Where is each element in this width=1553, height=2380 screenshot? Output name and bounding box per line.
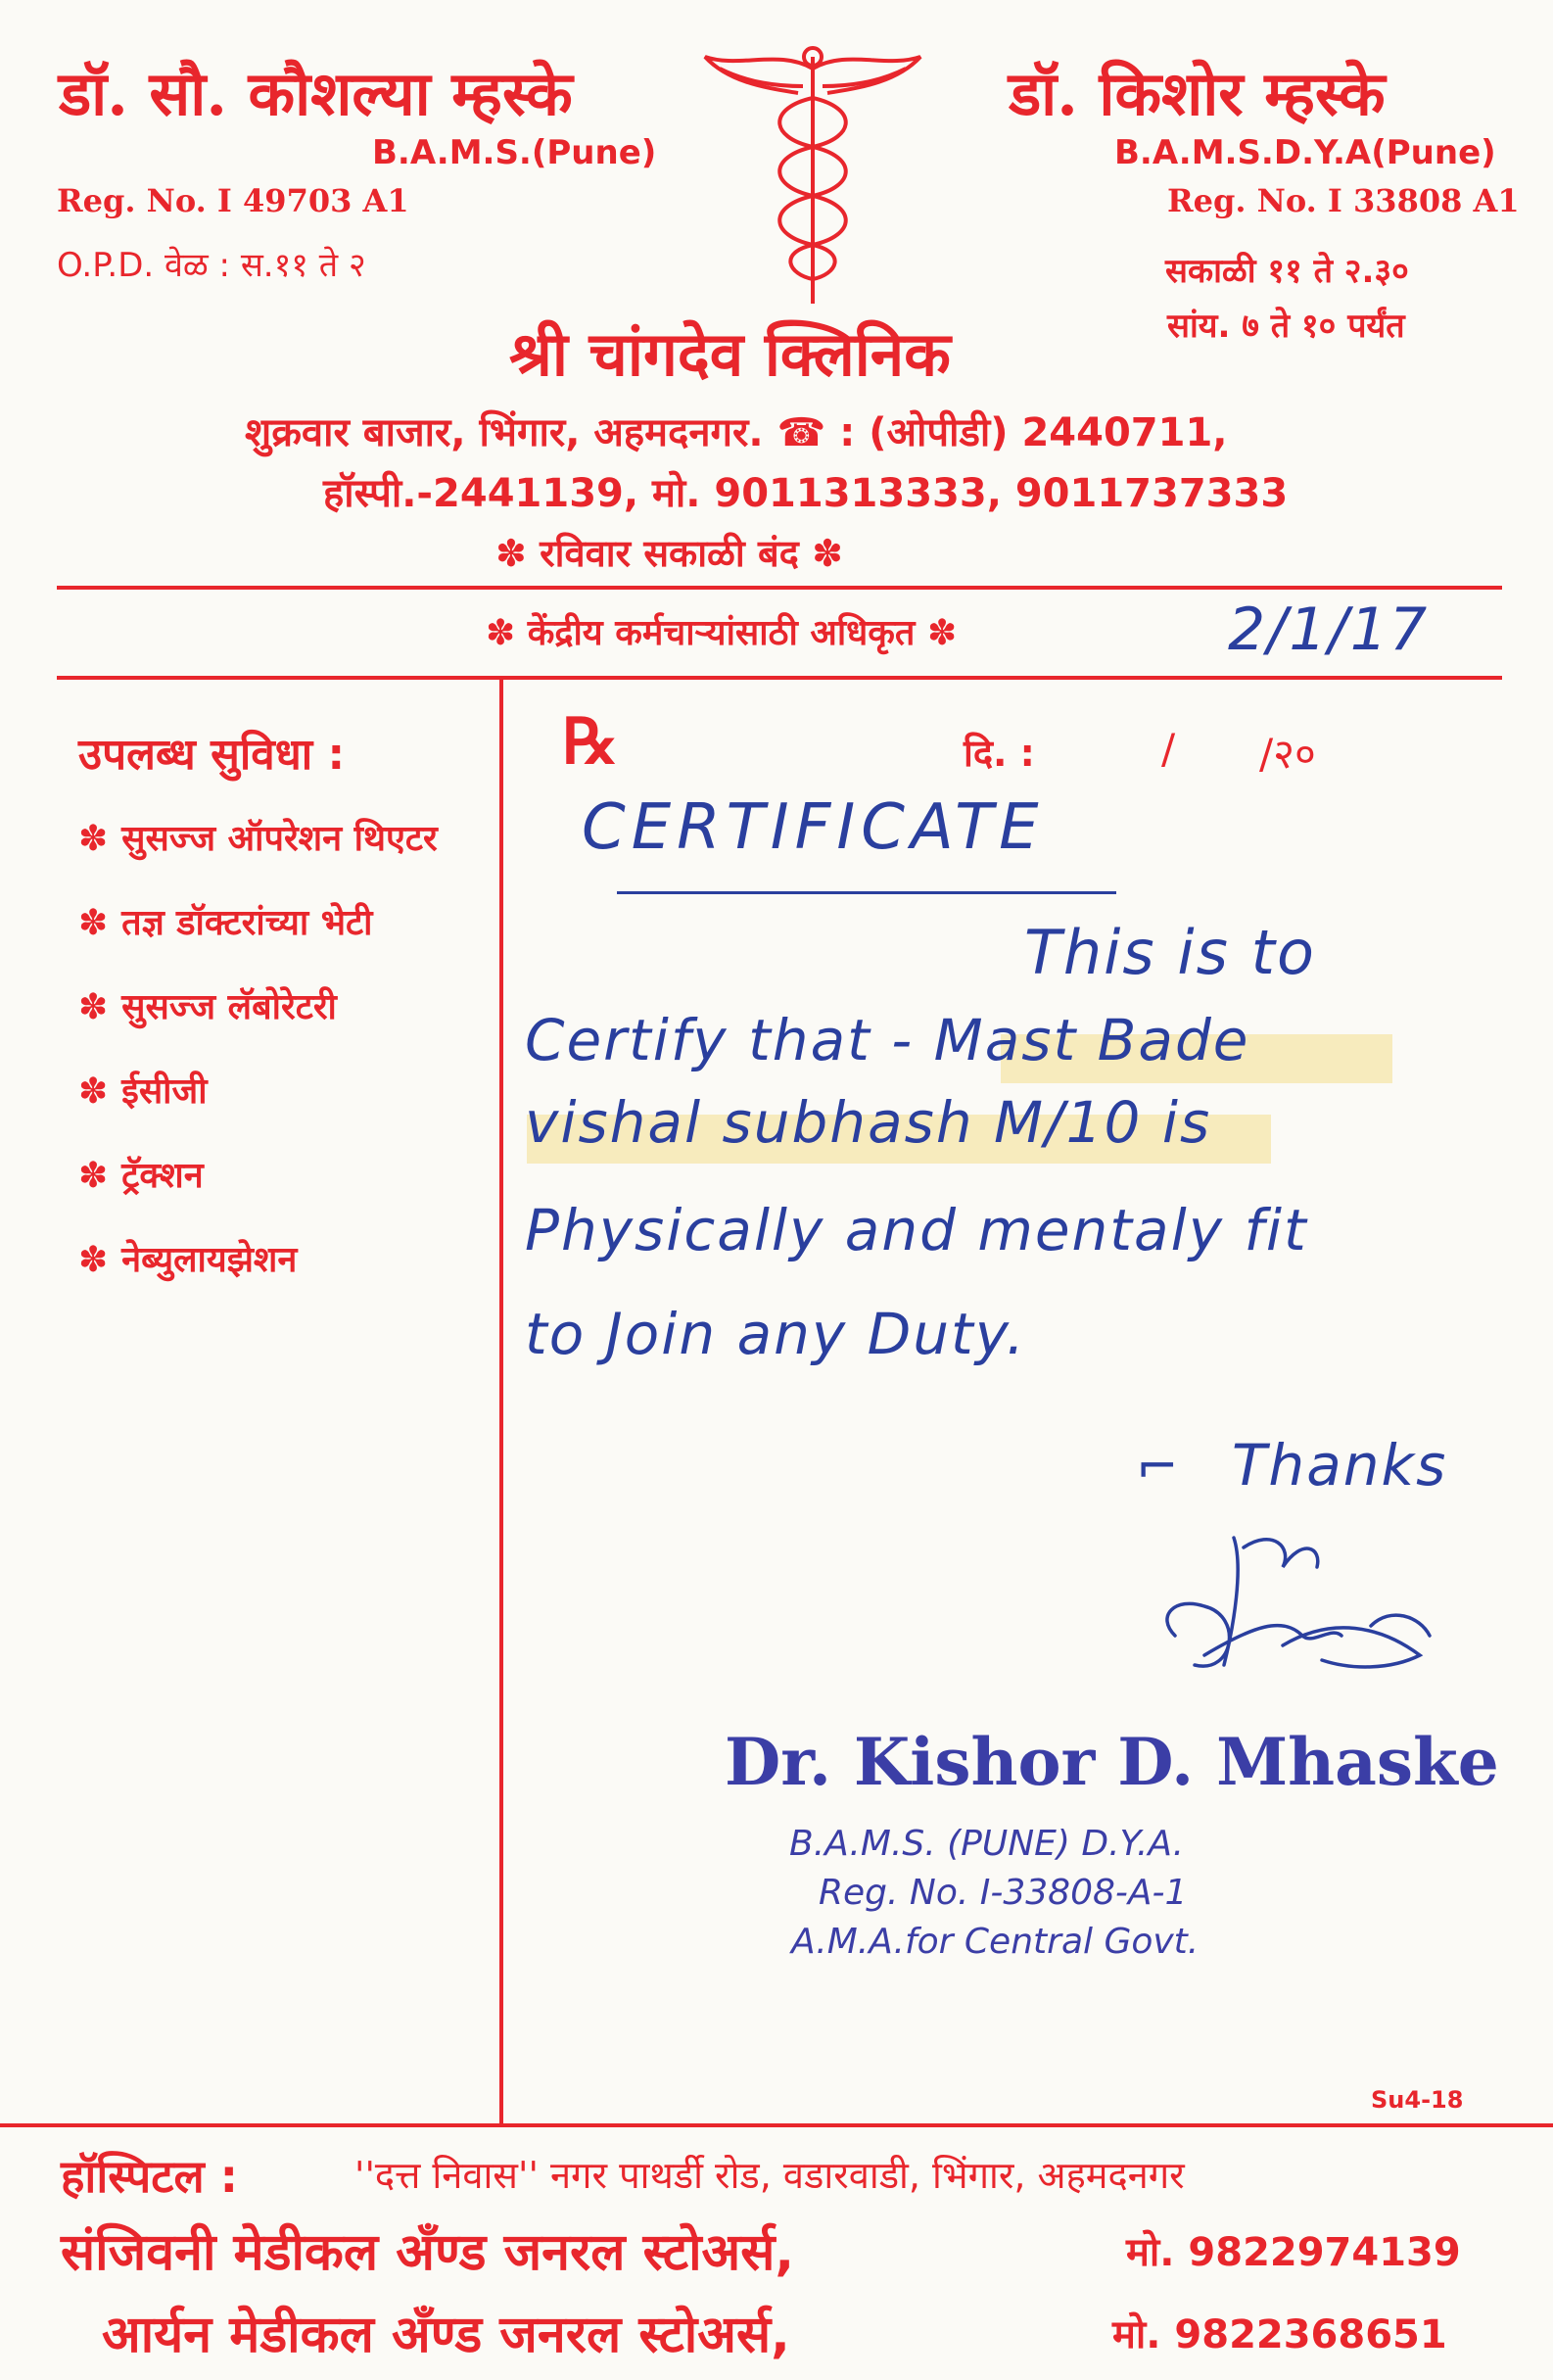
date-separator-2: /२० bbox=[1259, 730, 1316, 778]
date-label: दि. : bbox=[964, 732, 1035, 775]
asterisk-icon: ✽ bbox=[78, 1240, 109, 1280]
asterisk-icon: ✽ bbox=[78, 819, 109, 859]
facility-item: ✽ सुसज्ज लॅबोरेटरी bbox=[78, 987, 337, 1027]
certificate-heading: CERTIFICATE bbox=[582, 791, 1045, 864]
form-code: Su4-18 bbox=[1371, 2086, 1464, 2114]
header-divider-top bbox=[57, 586, 1502, 590]
doctor-right-evening: सांय. ७ ते १० पर्यंत bbox=[1167, 307, 1405, 346]
rx-icon: ℞ bbox=[562, 705, 619, 779]
handwritten-date: 2/1/17 bbox=[1228, 595, 1430, 664]
thanks-mark-icon: ⌐ bbox=[1136, 1438, 1181, 1497]
hospital-label: हॉस्पिटल : bbox=[61, 2150, 239, 2203]
facility-item: ✽ नेब्युलायझेशन bbox=[78, 1240, 298, 1280]
clinic-phones: हॉस्पी.-2441139, मो. 9011313333, 9011737333 bbox=[323, 471, 1289, 516]
asterisk-icon: ✽ bbox=[78, 1071, 109, 1112]
cert-line-5: to Join any Duty. bbox=[525, 1301, 1027, 1367]
doctor-left-name: डॉ. सौ. कौशल्या म्हस्के bbox=[59, 58, 573, 129]
doctor-left-reg: Reg. No. I 49703 A1 bbox=[57, 182, 409, 219]
sunday-closed-note: ✽ रविवार सकाळी बंद ✽ bbox=[495, 532, 843, 575]
footer-divider bbox=[0, 2123, 1553, 2127]
doctor-stamp-degree: B.A.M.S. (PUNE) D.Y.A. bbox=[789, 1824, 1185, 1864]
facilities-title: उपलब्ध सुविधा : bbox=[78, 730, 346, 780]
asterisk-icon: ✽ bbox=[78, 903, 109, 943]
thanks-text: Thanks bbox=[1232, 1432, 1448, 1499]
facility-item: ✽ तज्ञ डॉक्टरांच्या भेटी bbox=[78, 903, 373, 943]
doctor-stamp-ama: A.M.A.for Central Govt. bbox=[791, 1922, 1200, 1962]
facility-item: ✽ ईसीजी bbox=[78, 1071, 208, 1112]
cert-line-4: Physically and mentaly fit bbox=[525, 1197, 1308, 1263]
heading-underline bbox=[617, 891, 1116, 894]
facility-item: ✽ ट्रॅक्शन bbox=[78, 1156, 204, 1196]
doctor-stamp-reg: Reg. No. I-33808-A-1 bbox=[819, 1873, 1188, 1913]
header-divider-bottom bbox=[57, 676, 1502, 680]
cert-line-3: vishal subhash M/10 is bbox=[525, 1089, 1212, 1156]
hospital-address: ''दत्त निवास'' नगर पाथर्डी रोड, वडारवाडी, भिंगार, अहमदनगर bbox=[354, 2154, 1185, 2197]
store-1-phone: मो. 9822974139 bbox=[1126, 2230, 1461, 2275]
store-1-name: संजिवनी मेडीकल अँण्ड जनरल स्टोअर्स, bbox=[61, 2223, 795, 2282]
clinic-name: श्री चांगदेव क्लिनिक bbox=[509, 318, 951, 390]
store-2-name: आर्यन मेडीकल अँण्ड जनरल स्टोअर्स, bbox=[102, 2306, 790, 2364]
doctor-right-reg: Reg. No. I 33808 A1 bbox=[1167, 182, 1520, 219]
doctor-left-opd: O.P.D. वेळ : स.११ ते २ bbox=[57, 246, 366, 285]
asterisk-icon: ✽ bbox=[78, 1156, 109, 1196]
store-2-phone: मो. 9822368651 bbox=[1112, 2312, 1447, 2357]
doctor-right-degree: B.A.M.S.D.Y.A(Pune) bbox=[1114, 133, 1496, 172]
doctor-right-name: डॉ. किशोर म्हस्के bbox=[1009, 58, 1386, 129]
cert-line-1: This is to bbox=[1024, 917, 1316, 988]
doctor-left-degree: B.A.M.S.(Pune) bbox=[372, 133, 657, 172]
date-separator-1: / bbox=[1161, 725, 1176, 773]
clinic-address: शुक्रवार बाजार, भिंगार, अहमदनगर. ☎ : (ओपीडी) 2440711, bbox=[245, 410, 1228, 455]
signature bbox=[1136, 1508, 1469, 1704]
asterisk-icon: ✽ bbox=[78, 987, 109, 1027]
authorized-note: ✽ केंद्रीय कर्मचाऱ्यांसाठी अधिकृत ✽ bbox=[486, 613, 958, 653]
facility-item: ✽ सुसज्ज ऑपरेशन थिएटर bbox=[78, 819, 438, 859]
sidebar-divider bbox=[499, 676, 503, 2125]
caduceus-logo bbox=[700, 39, 925, 313]
doctor-stamp-name: Dr. Kishor D. Mhaske bbox=[725, 1724, 1499, 1800]
cert-line-2: Certify that - Mast Bade bbox=[525, 1007, 1250, 1073]
doctor-right-morning: सकाळी ११ ते २.३० bbox=[1165, 252, 1409, 291]
